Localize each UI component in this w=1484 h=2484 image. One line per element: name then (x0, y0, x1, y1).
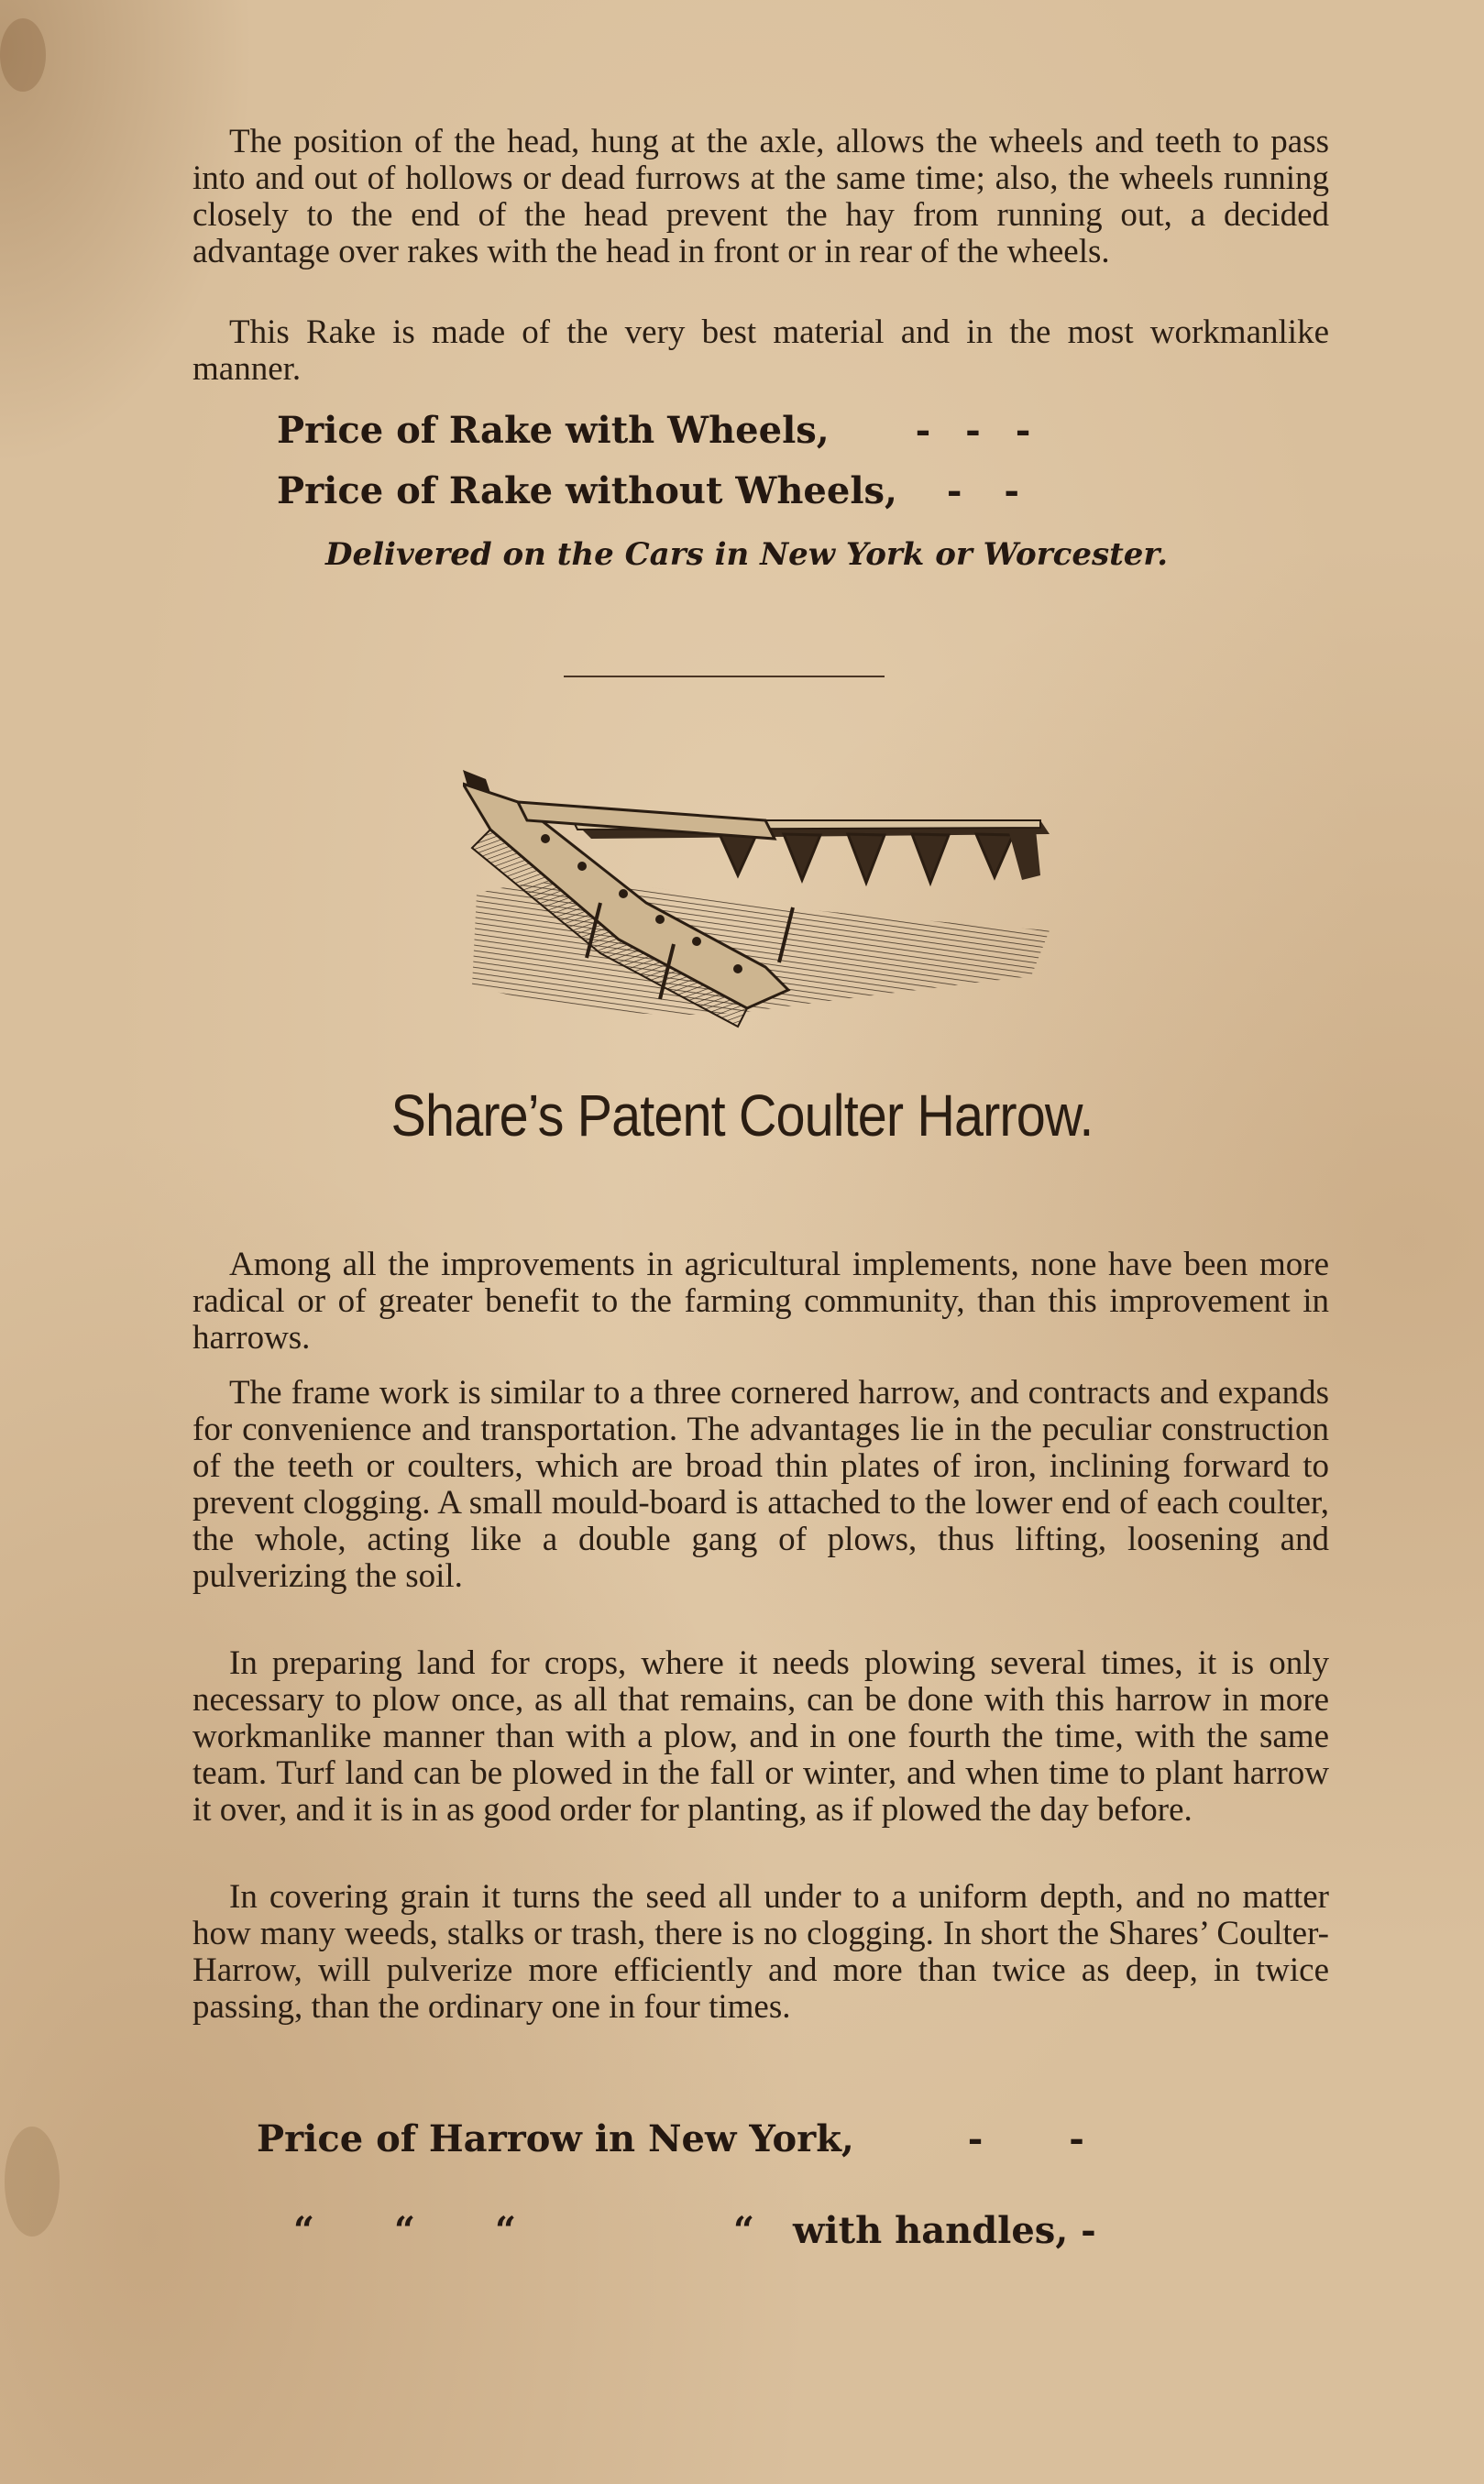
delivery-note: Delivered on the Cars in New York or Worcester. (325, 536, 1169, 573)
harrow-paragraph-2: The frame work is similar to a three cornered harrow, and contracts and expands for convenience and transportation. The advantages lie in the peculiar construction of the teeth or coulters, which are broad thin plates of iron, inclining forward to prevent clogging. A small mould-board is attached to the lower end of each coulter, the whole, acting like a double gang of plows, thus lifting, loosening and pulverizing the soil. (192, 1374, 1329, 1595)
ditto-mark: “ (394, 2209, 416, 2252)
rake-price-without-wheels-dashes: - - (946, 469, 1035, 512)
rake-price-with-wheels-dashes: - - - (915, 409, 1042, 452)
harrow-price-new-york (257, 2117, 1121, 2160)
paper-stain (0, 18, 46, 92)
paper-stain (5, 2127, 60, 2237)
ditto-mark: “ (293, 2209, 315, 2252)
rake-paragraph-1: The position of the head, hung at the axle, allows the wheels and teeth to pass into and out of hollows or dead furrows at the same time; also, the wheels running closely to the end of the head prevent the hay from running out, a decided advantage over rakes with the head in front or in rear of the wheels. (192, 123, 1329, 270)
harrow-paragraph-3: In preparing land for crops, where it needs plowing several times, it is only necessary to plow once, as all that remains, can be done with this harrow in more workmanlike manner than with a plow, and in one fourth the time, with the same team. Turf land can be plowed in the fall or winter, and when time to plant harrow it over, and it is in as good order for planting, as if plowed the day before. (192, 1644, 1329, 1829)
harrow-price-with-handles (293, 2209, 1118, 2255)
harrow-paragraph-1: Among all the improvements in agricultural implements, none have been more radical or of greater benefit to the farming community, than this improvement in harrows. (192, 1246, 1329, 1357)
rake-price-without-wheels (277, 469, 1034, 512)
rake-price-with-wheels (277, 409, 1041, 452)
harrow-price-new-york-label: Price of Harrow in New York, (257, 2117, 854, 2160)
rake-price-with-wheels-label: Price of Rake with Wheels, (277, 409, 830, 452)
ditto-mark: “ (733, 2209, 755, 2252)
harrow-price-with-handles-label: with handles, - (793, 2209, 1096, 2252)
coulter-harrow-engraving-icon (463, 765, 1059, 1040)
harrow-paragraph-4: In covering grain it turns the seed all under to a uniform depth, and no matter how many weeds, stalks or trash, there is no clogging. In short the Shares’ Coulter-Harrow, will pulverize more efficiently and more than twice as deep, in twice passing, than the ordinary one in four times. (192, 1878, 1329, 2026)
section-divider (564, 676, 885, 677)
harrow-price-new-york-dashes: - - (967, 2117, 1121, 2160)
ditto-mark: “ (495, 2209, 517, 2252)
rake-paragraph-2: This Rake is made of the very best material and in the most workmanlike manner. (192, 313, 1329, 388)
page-title: Share’s Patent Coulter Harrow. (390, 1083, 1094, 1149)
rake-price-without-wheels-label: Price of Rake without Wheels, (277, 469, 897, 512)
